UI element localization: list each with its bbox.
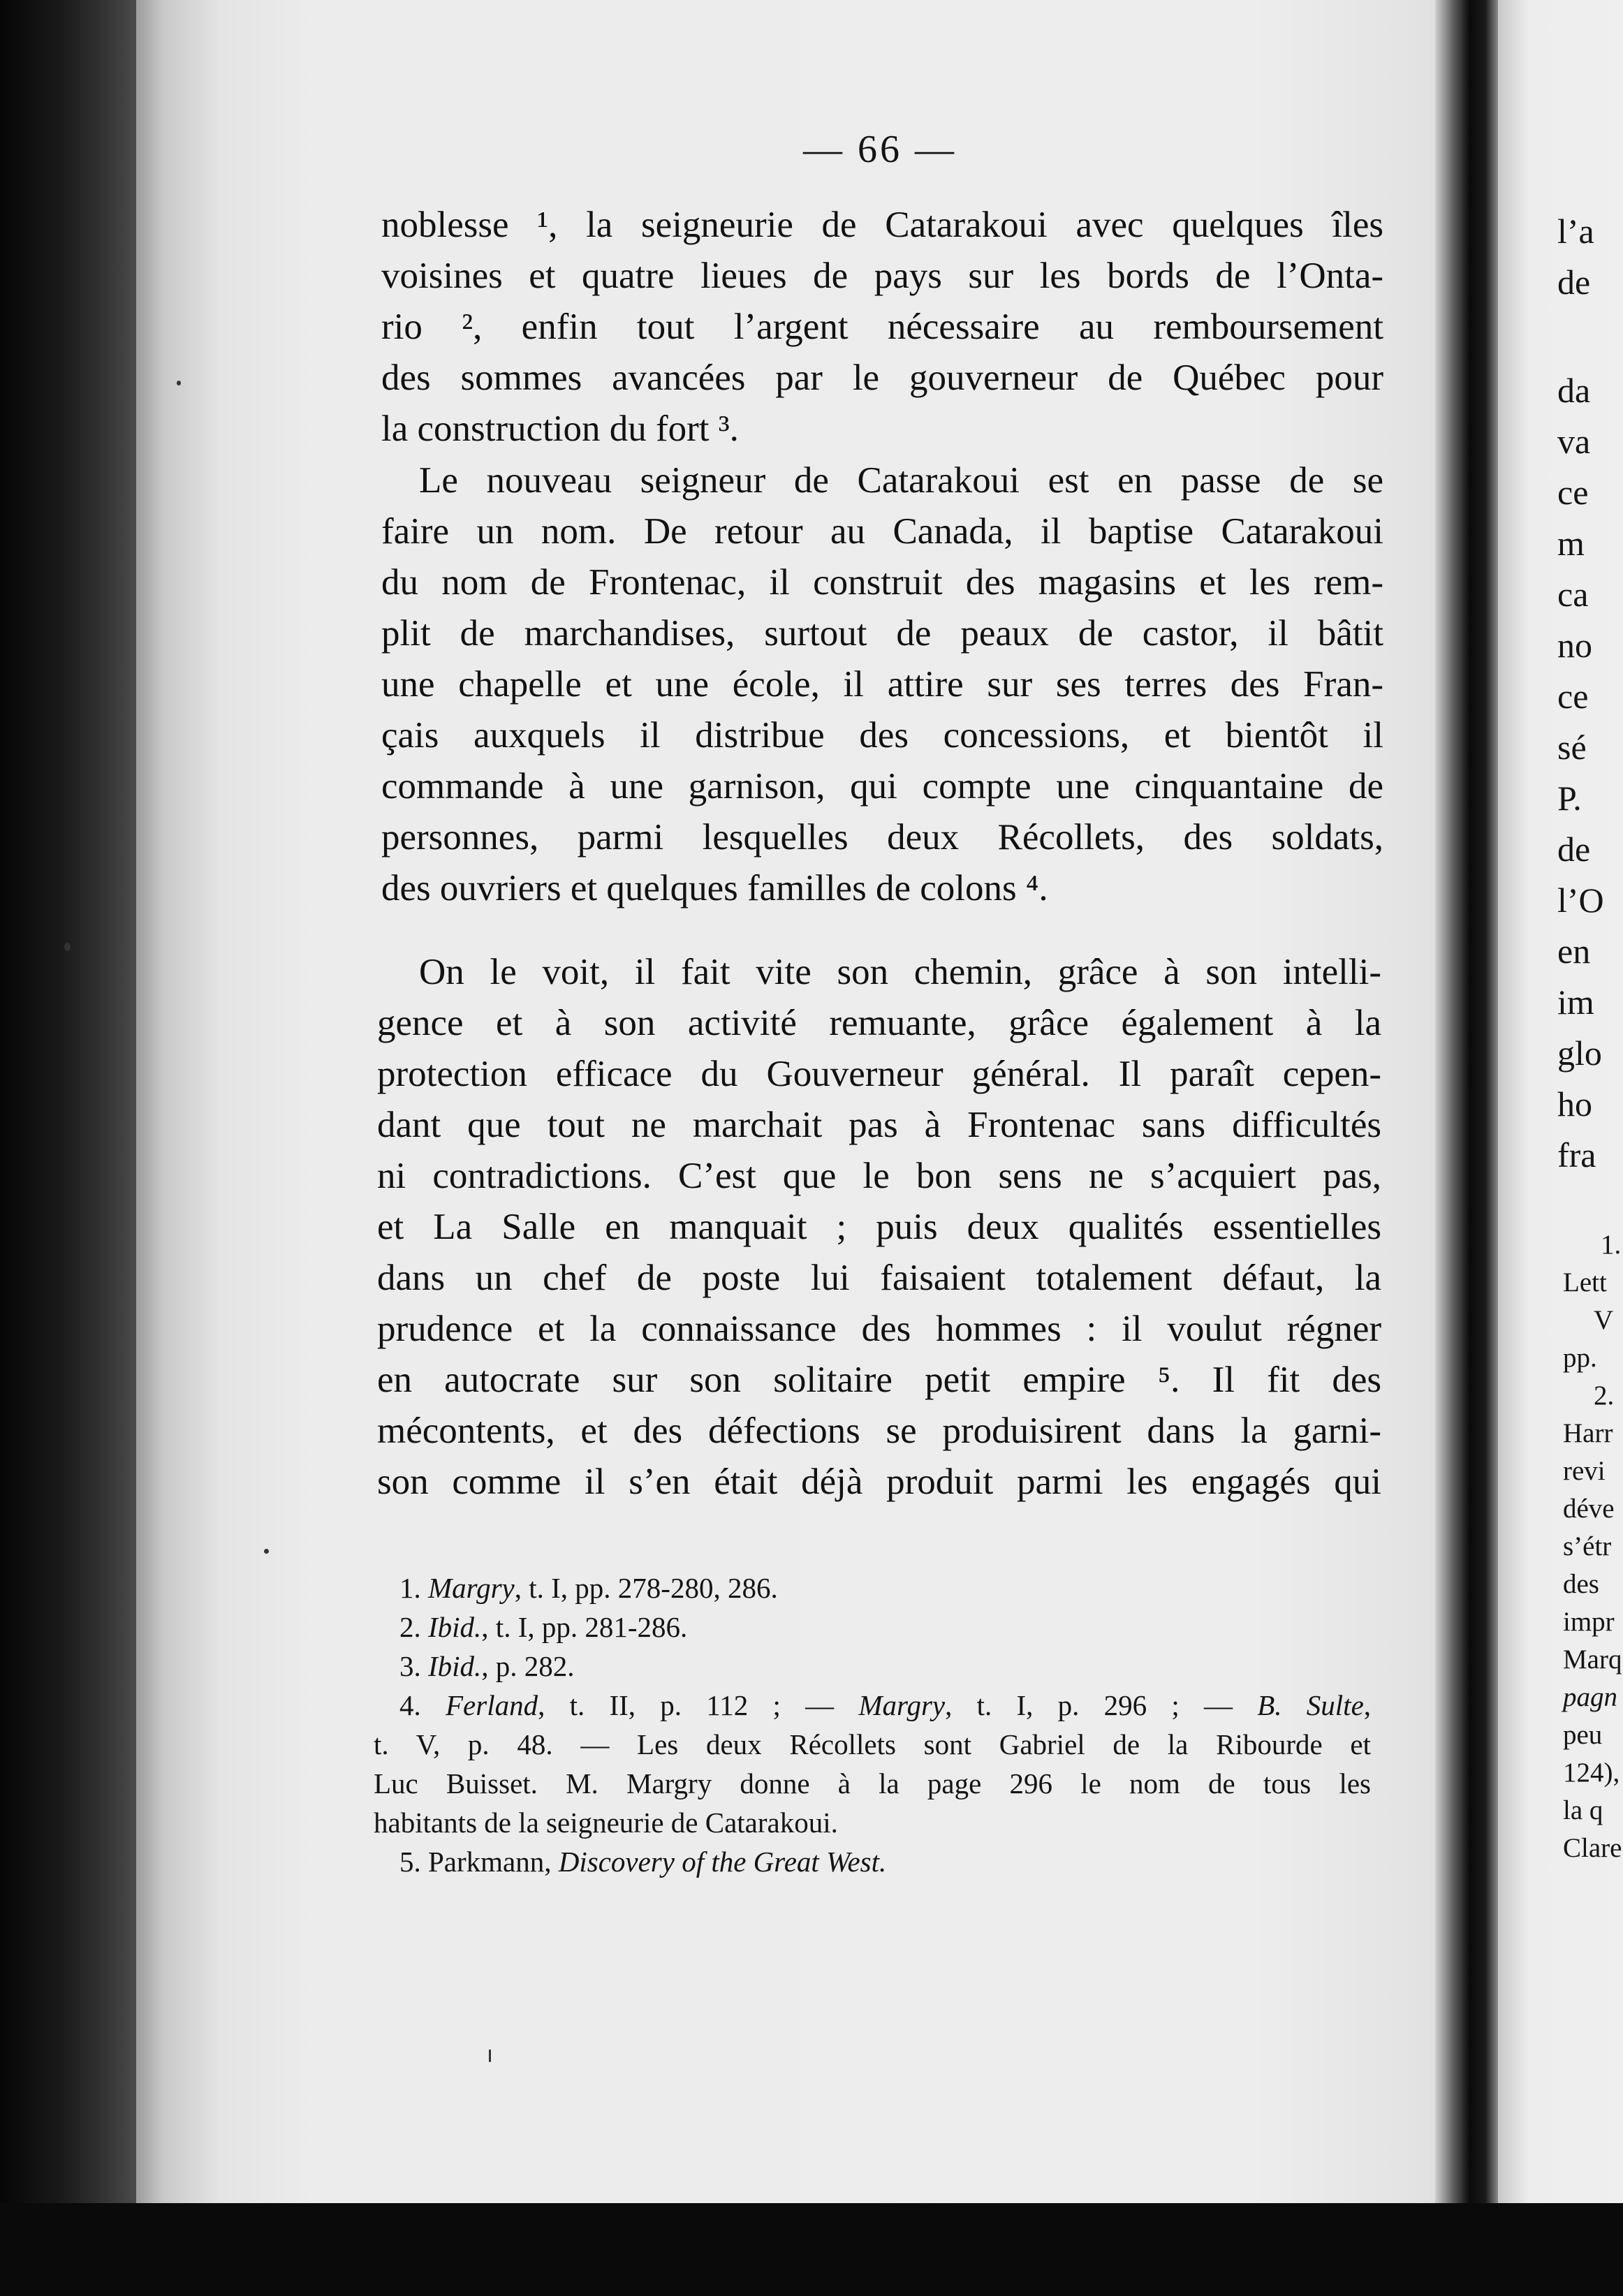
facing-note: 1.	[1601, 1230, 1622, 1260]
facing-line: sé	[1557, 728, 1587, 767]
footnote-source: Ferland	[446, 1689, 538, 1721]
footnote-number: 5.	[399, 1846, 421, 1878]
book-gutter	[1435, 0, 1498, 2296]
body-line: rio ², enfin tout l’argent nécessaire au remboursement	[381, 307, 1383, 347]
body-line: plit de marchandises, surtout de peaux de castor, il bâtit	[381, 613, 1383, 654]
facing-note: Harr	[1563, 1418, 1613, 1448]
footnote-text: ,	[1363, 1689, 1372, 1721]
facing-note: des	[1563, 1569, 1599, 1599]
footnote-source: B. Sulte	[1257, 1689, 1364, 1721]
body-line: des ouvriers et quelques familles de colons ⁴.	[381, 868, 1048, 908]
footnote-4-line: Luc Buisset. M. Margry donne à la page 296 le nom de tous les	[374, 1767, 1371, 1800]
facing-line: de	[1557, 830, 1591, 869]
footnote-source: Margry	[428, 1572, 515, 1604]
body-line: en autocrate sur son solitaire petit empire ⁵. Il fit des	[377, 1360, 1381, 1400]
footnote-text: , t. I, p. 296 ; —	[945, 1689, 1233, 1721]
facing-line: ce	[1557, 473, 1589, 512]
footnote-number: 4.	[399, 1689, 421, 1721]
footnote-4-line: habitants de la seigneurie de Catarakoui.	[374, 1806, 838, 1839]
footnote-5	[399, 1845, 1371, 1878]
body-line: Le nouveau seigneur de Catarakoui est en passe de se	[419, 460, 1383, 501]
footnote-text: , t. I, pp. 281-286.	[481, 1611, 688, 1643]
facing-line: ho	[1557, 1084, 1592, 1124]
body-line: ni contradictions. C’est que le bon sens ne s’acquiert pas,	[377, 1156, 1381, 1196]
scan-speck	[489, 2050, 491, 2062]
scan-speck	[264, 1549, 269, 1554]
footnote-4	[399, 1688, 1371, 1722]
footnote-text: Parkmann,	[428, 1846, 552, 1878]
footnote-1	[399, 1571, 1371, 1605]
body-line: gence et à son activité remuante, grâce également à la	[377, 1003, 1381, 1043]
body-line: dans un chef de poste lui faisaient totalement défaut, la	[377, 1258, 1381, 1298]
facing-note: V	[1594, 1305, 1614, 1335]
facing-line: de	[1557, 263, 1591, 302]
book-edge-shadow	[0, 0, 136, 2296]
facing-note: Clare	[1563, 1833, 1622, 1863]
scan-speck	[64, 943, 71, 951]
facing-note: revi	[1563, 1456, 1606, 1486]
footnote-text: , t. II, p. 112 ; —	[538, 1689, 835, 1721]
facing-line: en	[1557, 932, 1591, 971]
facing-line: da	[1557, 371, 1591, 410]
footnote-source: Discovery of the Great West.	[558, 1846, 887, 1878]
facing-note: peu	[1563, 1720, 1603, 1750]
facing-note: 2.	[1594, 1381, 1615, 1411]
facing-line: ca	[1557, 575, 1589, 614]
body-line: du nom de Frontenac, il construit des magasins et les rem-	[381, 562, 1383, 603]
facing-note: impr	[1563, 1607, 1615, 1637]
footnote-number: 3.	[399, 1650, 421, 1682]
footnote-number: 2.	[399, 1611, 421, 1643]
facing-note: la q	[1563, 1795, 1603, 1825]
body-line: une chapelle et une école, il attire sur ses terres des Fran-	[381, 664, 1383, 705]
facing-note: pp.	[1563, 1343, 1597, 1373]
facing-line: ce	[1557, 677, 1589, 716]
body-line: personnes, parmi lesquelles deux Récollets, des soldats,	[381, 817, 1383, 858]
body-line: protection efficace du Gouverneur général. Il paraît cepen-	[377, 1054, 1381, 1094]
footnote-text: , t. I, pp. 278-280, 286.	[514, 1572, 778, 1604]
body-line: dant que tout ne marchait pas à Frontenac sans difficultés	[377, 1105, 1381, 1145]
facing-note: s’étr	[1563, 1531, 1612, 1561]
body-line: noblesse ¹, la seigneurie de Catarakoui avec quelques îles	[381, 205, 1383, 245]
facing-line: m	[1557, 524, 1585, 563]
scan-bottom-border	[0, 2203, 1623, 2296]
body-line: voisines et quatre lieues de pays sur les bords de l’Onta-	[381, 256, 1383, 296]
scan-speck	[177, 381, 181, 385]
facing-note: déve	[1563, 1494, 1615, 1524]
body-line: çais auxquels il distribue des concessions, et bientôt il	[381, 715, 1383, 756]
body-line: prudence et la connaissance des hommes : il voulut régner	[377, 1309, 1381, 1349]
facing-line: glo	[1557, 1033, 1602, 1073]
body-line: mécontents, et des défections se produisirent dans la garni-	[377, 1411, 1381, 1451]
page-number: — 66 —	[803, 128, 957, 171]
body-line: la construction du fort ³.	[381, 409, 739, 449]
body-line: son comme il s’en était déjà produit parmi les engagés qui	[377, 1462, 1381, 1502]
footnote-3	[399, 1649, 1371, 1683]
facing-note: Marq	[1563, 1644, 1622, 1675]
body-line: On le voit, il fait vite son chemin, grâce à son intelli-	[419, 952, 1381, 992]
facing-line: fra	[1557, 1135, 1596, 1175]
facing-note: pagn	[1563, 1682, 1617, 1712]
facing-line: no	[1557, 626, 1592, 665]
footnote-4-line: t. V, p. 48. — Les deux Récollets sont Gabriel de la Ribourde et	[374, 1728, 1371, 1760]
facing-line: l’O	[1557, 881, 1604, 920]
footnote-2	[399, 1610, 1371, 1644]
facing-line: P.	[1557, 779, 1582, 818]
facing-note: Lett	[1563, 1267, 1607, 1297]
footnote-text: , p. 282.	[481, 1650, 575, 1682]
body-line: faire un nom. De retour au Canada, il baptise Catarakoui	[381, 511, 1383, 552]
body-line: commande à une garnison, qui compte une cinquantaine de	[381, 766, 1383, 807]
facing-line: im	[1557, 983, 1594, 1022]
footnote-number: 1.	[399, 1572, 421, 1604]
facing-line: va	[1557, 422, 1591, 461]
body-line: et La Salle en manquait ; puis deux qualités essentielles	[377, 1207, 1381, 1247]
facing-note: 124),	[1563, 1758, 1620, 1788]
footnote-source: Margry	[858, 1689, 946, 1721]
footnote-source: Ibid.	[428, 1650, 482, 1682]
body-line: des sommes avancées par le gouverneur de Québec pour	[381, 358, 1383, 398]
footnote-source: Ibid.	[428, 1611, 482, 1643]
facing-line: l’a	[1557, 212, 1594, 251]
